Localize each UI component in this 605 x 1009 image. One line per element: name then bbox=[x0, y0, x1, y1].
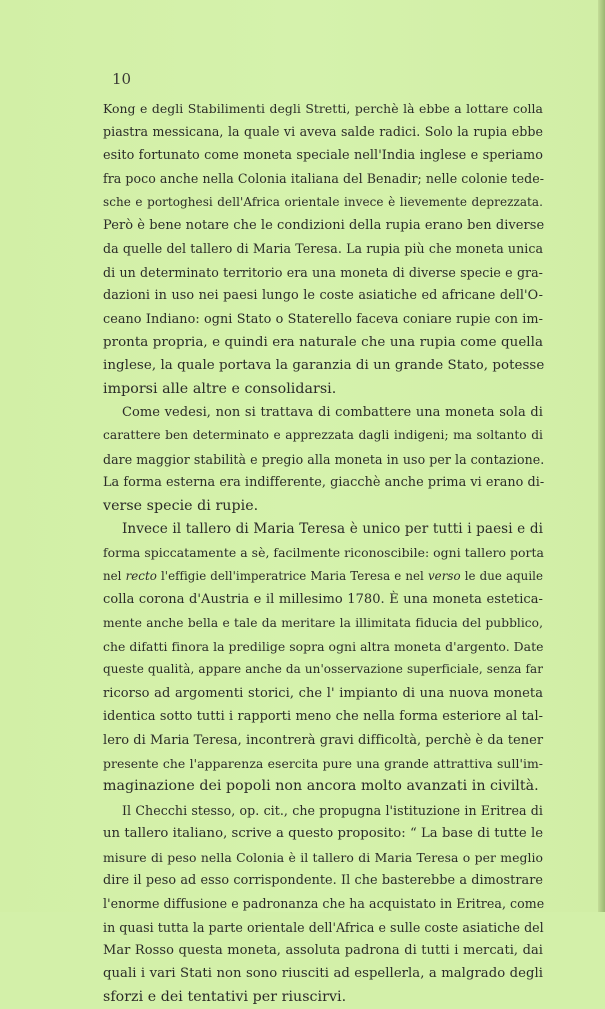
text-line: esito fortunato come moneta speciale nell'India inglese e speriamo bbox=[103, 147, 543, 163]
text-line: carattere ben determinato e apprezzata dagli indigeni; ma soltanto di bbox=[103, 428, 543, 443]
text-line: verse specie di rupie. bbox=[103, 497, 259, 514]
page-number: 10 bbox=[112, 70, 132, 88]
text-line: pronta propria, e quindi era naturale che una rupia come quella bbox=[103, 334, 543, 350]
text-line: forma spiccatamente a sè, facilmente riconoscibile: ogni tallero porta bbox=[103, 545, 544, 561]
text-line: quali i vari Stati non sono riusciti ad espellerla, a malgrado degli bbox=[103, 966, 543, 982]
text-line: Il Checchi stesso, op. cit., che propugna l'istituzione in Eritrea di bbox=[122, 802, 543, 818]
text-line: dazioni in uso nei paesi lungo le coste asiatiche ed africane dell'O- bbox=[103, 288, 543, 304]
text-line: che difatti finora la predilige sopra ogni altra moneta d'argento. Date bbox=[103, 638, 544, 654]
text-line: ceano Indiano: ogni Stato o Staterello faceva coniare rupie con im- bbox=[103, 311, 543, 327]
text-line: da quelle del tallero di Maria Teresa. La rupia più che moneta unica bbox=[103, 241, 543, 257]
text-line: piastra messicana, la quale vi aveva salde radici. Solo la rupia ebbe bbox=[103, 124, 543, 140]
text-line: dare maggior stabilità e pregio alla moneta in uso per la contazione. bbox=[103, 451, 545, 467]
text-line: mente anche bella e tale da meritare la illimitata fiducia del pubblico, bbox=[103, 615, 543, 630]
text-line: sforzi e dei tentativi per riuscirvi. bbox=[103, 988, 347, 1005]
text-line: fra poco anche nella Colonia italiana del Benadir; nelle colonie tede- bbox=[103, 171, 545, 187]
text-line: maginazione dei popoli non ancora molto avanzati in civiltà. bbox=[103, 778, 539, 795]
text-line: Come vedesi, non si trattava di combattere una moneta sola di bbox=[122, 405, 543, 421]
text-line: identica sotto tutti i rapporti meno che nella forma esteriore al tal- bbox=[103, 709, 543, 725]
text-line: queste qualità, appare anche da un'osservazione superficiale, senza far bbox=[103, 662, 543, 677]
text-line: colla corona d'Austria e il millesimo 1780. È una moneta estetica- bbox=[103, 592, 543, 608]
text-line: di un determinato territorio era una moneta di diverse specie e gra- bbox=[103, 264, 543, 280]
text-line: un tallero italiano, scrive a questo proposito: “ La base di tutte le bbox=[103, 826, 544, 842]
text-line: Però è bene notare che le condizioni della rupia erano ben diverse bbox=[103, 217, 545, 233]
text-line: ricorso ad argomenti storici, che l' impianto di una nuova moneta bbox=[103, 685, 543, 701]
text-line: misure di peso nella Colonia è il tallero di Maria Teresa o per meglio bbox=[103, 849, 543, 865]
text-line: in quasi tutta la parte orientale dell'Africa e sulle coste asiatiche del bbox=[103, 919, 544, 935]
text-line: imporsi alle altre e consolidarsi. bbox=[103, 380, 337, 397]
body-text bbox=[103, 97, 543, 1009]
page-edge-shadow bbox=[598, 0, 605, 912]
text-line: presente che l'apparenza esercita pure una grande attrattiva sull'im- bbox=[103, 755, 543, 771]
text-line: Kong e degli Stabilimenti degli Stretti, perchè là ebbe a lottare colla bbox=[103, 101, 543, 116]
text-line: Invece il tallero di Maria Teresa è unico per tutti i paesi e di bbox=[122, 521, 543, 538]
text-line: sche e portoghesi dell'Africa orientale invece è lievemente deprezzata. bbox=[103, 194, 543, 209]
text-line: La forma esterna era indifferente, giacchè anche prima vi erano di- bbox=[103, 475, 545, 491]
text-line: inglese, la quale portava la garanzia di un grande Stato, potesse bbox=[103, 358, 545, 374]
text-line: nel recto l'effigie dell'imperatrice Maria Teresa e nel verso le due aquile bbox=[103, 568, 544, 583]
text-line: lero di Maria Teresa, incontrerà gravi difficoltà, perchè è da tener bbox=[103, 732, 544, 748]
text-line: Mar Rosso questa moneta, assoluta padrona di tutti i mercati, dai bbox=[103, 943, 543, 959]
text-line: l'enorme diffusione e padronanza che ha acquistato in Eritrea, come bbox=[103, 896, 545, 912]
text-line: dire il peso ad esso corrispondente. Il che basterebbe a dimostrare bbox=[103, 872, 543, 888]
